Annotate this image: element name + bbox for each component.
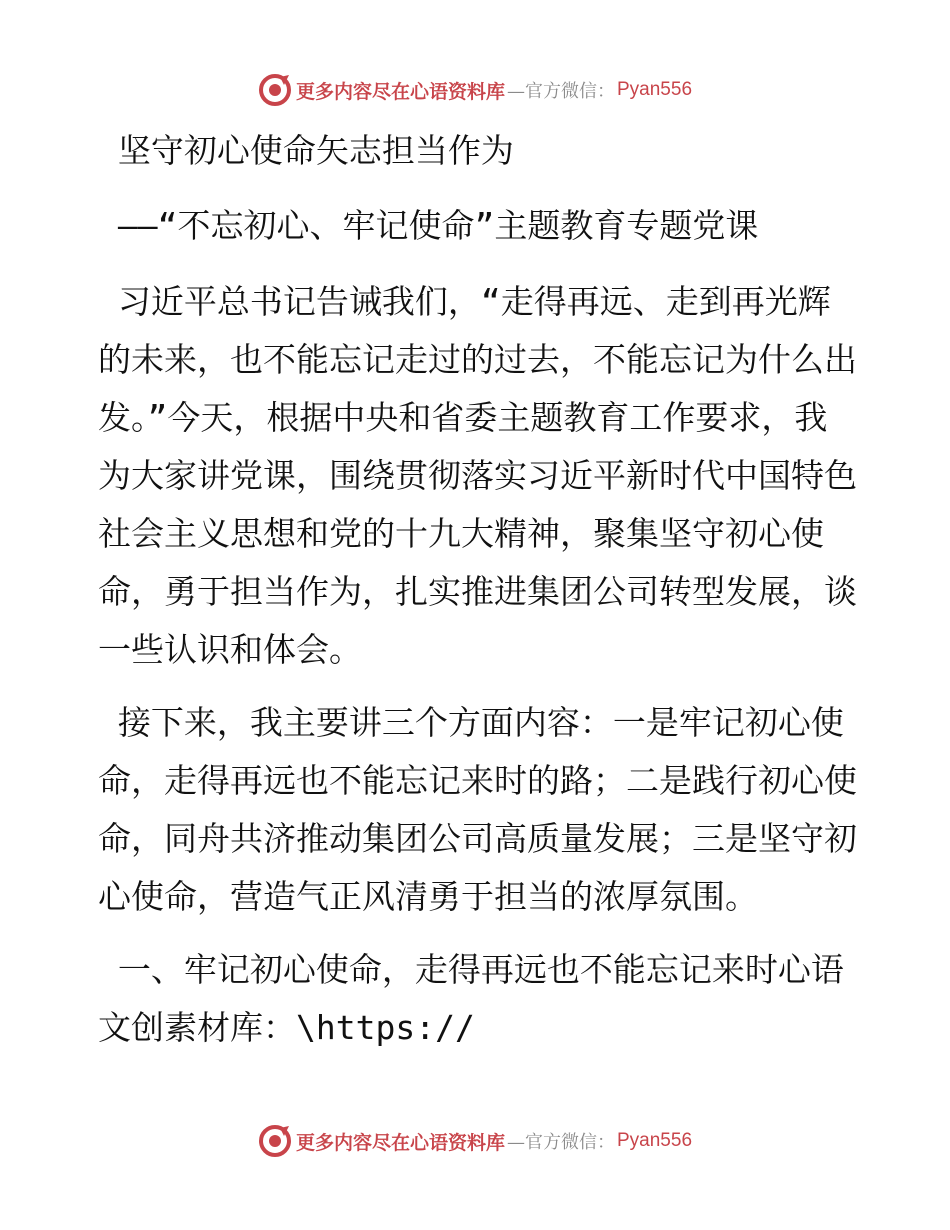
- banner-wechat-label: —官方微信：: [507, 81, 615, 102]
- document-title: 坚守初心使命矢志担当作为: [98, 131, 514, 170]
- footer-banner: [0, 1121, 950, 1161]
- banner-wechat-id: Pyan556: [617, 79, 693, 100]
- banner-slogan: 更多内容尽在心语资料库: [295, 1131, 505, 1154]
- paragraph-3: 一、牢记初心使命，走得再远也不能忘记来时心语文创素材库：\https://: [98, 950, 844, 1047]
- header-banner: [0, 70, 950, 110]
- paragraph-2: 接下来，我主要讲三个方面内容：一是牢记初心使命，走得再远也不能忘记来时的路；二是践行初心使命，同舟共济推动集团公司高质量发展；三是坚守初心使命，营造气正风清勇于担当的浓厚氛围。: [98, 703, 857, 916]
- banner-wechat-id: Pyan556: [617, 1130, 693, 1151]
- pen-logo-icon: [258, 1124, 292, 1158]
- document-body: [98, 122, 858, 1072]
- banner-slogan: 更多内容尽在心语资料库: [295, 80, 505, 103]
- paragraph-1: 习近平总书记告诫我们，“走得再远、走到再光辉的未来，也不能忘记走过的过去，不能忘记为什么出发。”今天，根据中央和省委主题教育工作要求，我为大家讲党课，围绕贯彻落实习近平新时代中国特色社会主义思想和党的十九大精神，聚集坚守初心使命，勇于担当作为，扎实推进集团公司转型发展，谈一些认识和体会。: [98, 282, 857, 669]
- pen-logo-icon: [258, 73, 292, 107]
- banner-wechat-label: —官方微信：: [507, 1132, 615, 1153]
- document-subtitle: ——“不忘初心、牢记使命”主题教育专题党课: [98, 206, 759, 245]
